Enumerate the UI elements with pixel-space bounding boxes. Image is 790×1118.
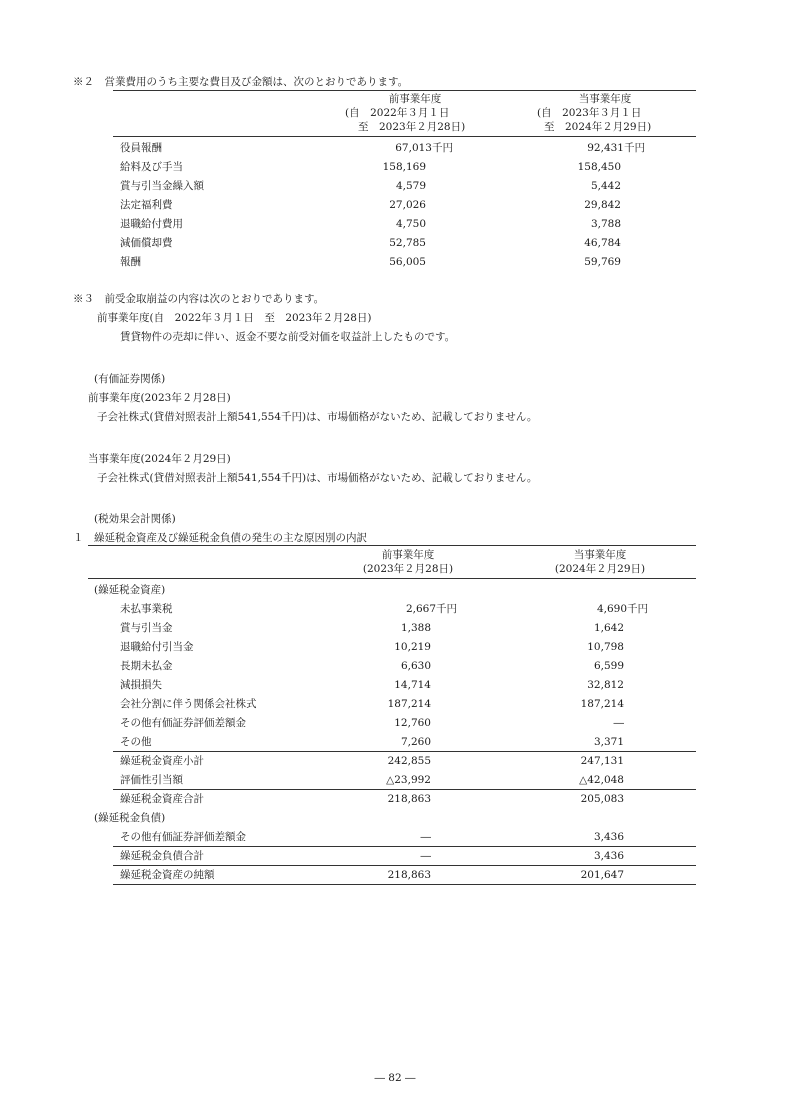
tax-net-prev: 218,863: [387, 869, 431, 881]
securities-prev-text: 子会社株式(貸借対照表計上額541,554千円)は、市場価格がないため、記載しておりません。: [97, 411, 538, 423]
tax-prev-date: (2023年２月28日): [362, 563, 454, 575]
securities-curr-text: 子会社株式(貸借対照表計上額541,554千円)は、市場価格がないため、記載しておりません。: [97, 472, 538, 484]
row-curr-value: 59,769: [584, 256, 621, 268]
tax-assets-heading: (繰延税金資産): [94, 584, 166, 596]
note2-curr-to: 至 2024年２月29日): [544, 121, 652, 133]
note3-title: ※３ 前受金取崩益の内容は次のとおりであります。: [73, 293, 325, 305]
row-prev-value: 6,630: [400, 660, 431, 672]
tax-asset-total-rule: [113, 789, 696, 790]
note2-curr-label: 当事業年度: [578, 93, 632, 105]
tax-asset-total-label: 繰延税金資産合計: [120, 793, 204, 805]
page-number: ― 82 ―: [374, 1072, 416, 1084]
row-label: 長期未払金: [120, 660, 173, 672]
tax-asset-total-prev: 218,863: [387, 793, 431, 805]
row-curr-value: 187,214: [580, 698, 624, 710]
row-label: 退職給付費用: [120, 218, 183, 230]
note2-curr-from: (自 2023年３月１日: [537, 107, 642, 119]
tax-subtitle: １ 繰延税金資産及び繰延税金負債の発生の主な原因別の内訳: [73, 532, 367, 544]
securities-prev-period: 前事業年度(2023年２月28日): [88, 392, 231, 404]
row-label: 賞与引当金繰入額: [120, 180, 204, 192]
row-curr-value: 1,642: [593, 622, 624, 634]
row-prev-value: △23,992: [386, 774, 431, 786]
row-label: 評価性引当額: [120, 774, 183, 786]
row-label: その他有価証券評価差額金: [120, 717, 246, 729]
row-prev-value: 12,760: [394, 717, 431, 729]
tax-curr-date: (2024年２月29日): [554, 563, 646, 575]
row-prev-value: 67,013千円: [395, 142, 453, 154]
securities-title: (有価証券関係): [94, 373, 166, 385]
row-label: 会社分割に伴う関係会社株式: [120, 698, 257, 710]
row-curr-value: 10,798: [587, 641, 624, 653]
row-prev-value: 2,667千円: [405, 603, 457, 615]
note2-prev-from: (自 2022年３月１日: [345, 107, 450, 119]
row-label: 未払事業税: [120, 603, 173, 615]
tax-net-rule: [113, 865, 696, 866]
row-prev-value: 4,579: [395, 180, 426, 192]
tax-table-bottom-rule: [113, 884, 696, 885]
note2-prev-label: 前事業年度: [388, 93, 442, 105]
row-prev-value: 187,214: [387, 698, 431, 710]
row-prev-value: 27,026: [389, 199, 426, 211]
note2-prev-to: 至 2023年２月28日): [358, 121, 466, 133]
tax-liability-total-rule: [113, 846, 696, 847]
row-label: 減価償却費: [120, 237, 173, 249]
row-curr-value: 247,131: [580, 755, 624, 767]
row-prev-value: 7,260: [400, 736, 431, 748]
row-curr-value: 32,812: [587, 679, 624, 691]
tax-asset-total-curr: 205,083: [580, 793, 624, 805]
row-curr-value: 3,371: [593, 736, 624, 748]
tax-curr-label: 当事業年度: [573, 549, 627, 561]
row-label: 報酬: [120, 256, 141, 268]
row-prev-value: 14,714: [394, 679, 431, 691]
tax-liability-label: その他有価証券評価差額金: [120, 831, 246, 843]
row-label: 法定福利費: [120, 199, 173, 211]
row-curr-value: ―: [613, 717, 624, 729]
row-curr-value: 6,599: [593, 660, 624, 672]
note3-body: 賃貸物件の売却に伴い、返金不要な前受対価を収益計上したものです。: [120, 331, 456, 343]
tax-prev-label: 前事業年度: [381, 549, 435, 561]
row-curr-value: 158,450: [577, 161, 621, 173]
tax-subtotal-rule: [113, 751, 696, 752]
row-prev-value: 56,005: [389, 256, 426, 268]
row-prev-value: 242,855: [387, 755, 431, 767]
row-curr-value: 3,788: [590, 218, 621, 230]
row-prev-value: 4,750: [395, 218, 426, 230]
note3-period: 前事業年度(自 2022年３月１日 至 2023年２月28日): [97, 312, 372, 324]
row-prev-value: 1,388: [400, 622, 431, 634]
row-label: 役員報酬: [120, 142, 162, 154]
row-curr-value: 92,431千円: [587, 142, 645, 154]
row-prev-value: 52,785: [389, 237, 426, 249]
tax-net-label: 繰延税金資産の純額: [120, 869, 215, 881]
row-curr-value: 4,690千円: [596, 603, 648, 615]
tax-liability-prev: ―: [420, 831, 431, 843]
row-curr-value: 5,442: [590, 180, 621, 192]
tax-liability-curr: 3,436: [593, 831, 624, 843]
row-label: 賞与引当金: [120, 622, 173, 634]
tax-net-curr: 201,647: [580, 869, 624, 881]
note2-table-header-rule: [113, 136, 696, 137]
note2-table-top-rule: [113, 90, 696, 91]
row-curr-value: 29,842: [584, 199, 621, 211]
tax-liability-total-label: 繰延税金負債合計: [120, 850, 204, 862]
row-label: 繰延税金資産小計: [120, 755, 204, 767]
row-curr-value: △42,048: [579, 774, 624, 786]
row-label: 減損損失: [120, 679, 162, 691]
row-label: 給料及び手当: [120, 161, 183, 173]
row-prev-value: 10,219: [394, 641, 431, 653]
tax-liability-total-prev: ―: [420, 850, 431, 862]
securities-curr-period: 当事業年度(2024年２月29日): [88, 453, 231, 465]
row-prev-value: 158,169: [382, 161, 426, 173]
row-curr-value: 46,784: [584, 237, 621, 249]
tax-table-top-rule: [88, 545, 696, 546]
tax-title: (税効果会計関係): [94, 513, 176, 525]
note2-title: ※２ 営業費用のうち主要な費目及び金額は、次のとおりであります。: [73, 76, 409, 88]
tax-liability-total-curr: 3,436: [593, 850, 624, 862]
row-label: その他: [120, 736, 152, 748]
tax-table-header-rule: [88, 578, 696, 579]
row-label: 退職給付引当金: [120, 641, 194, 653]
tax-liabilities-heading: (繰延税金負債): [94, 812, 166, 824]
